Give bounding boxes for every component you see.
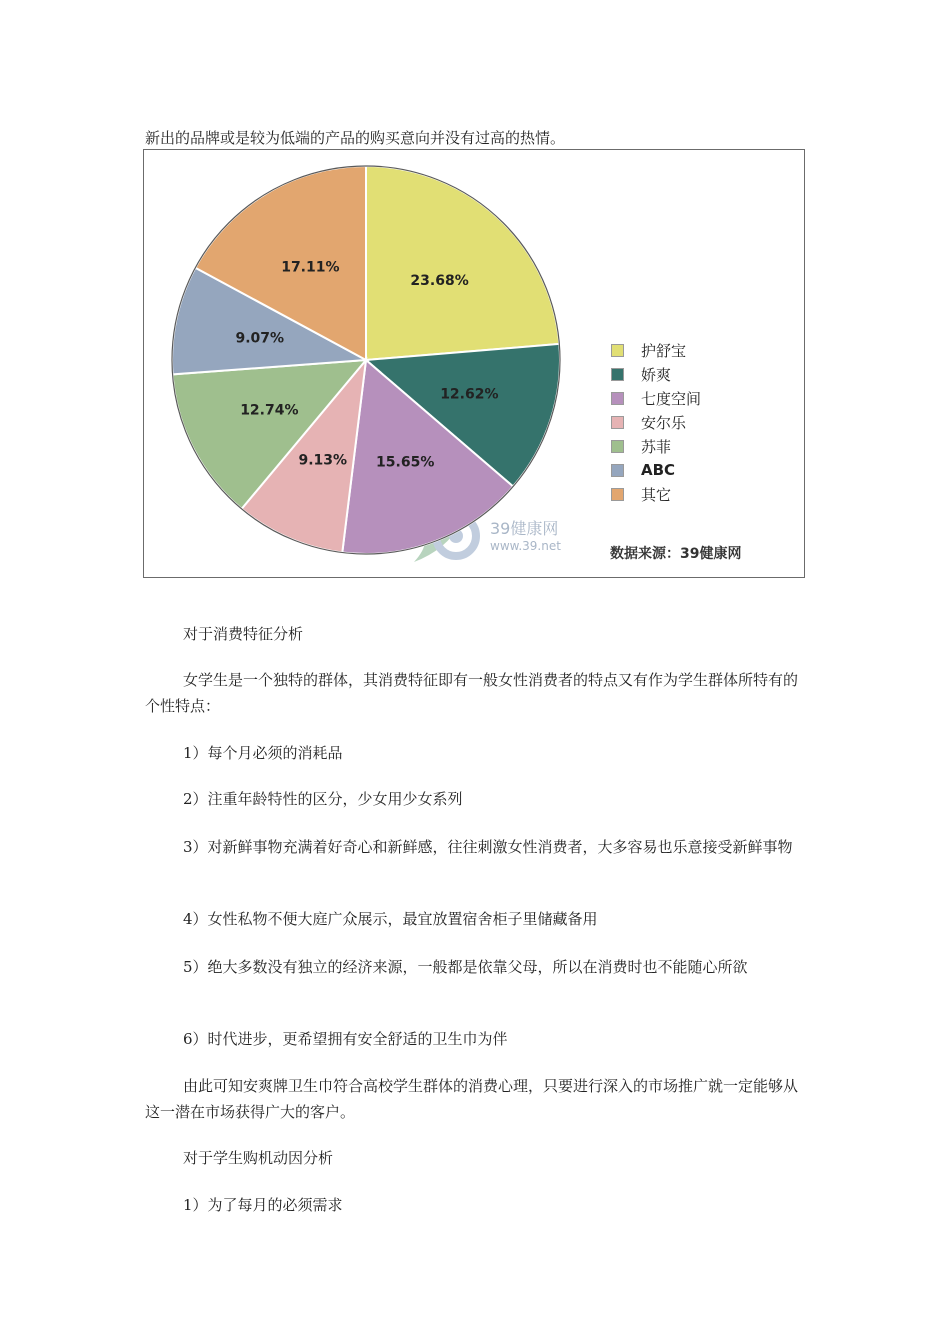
chart-source: 数据来源：39健康网 <box>610 546 742 562</box>
pie-slice <box>366 166 559 360</box>
legend-label: 娇爽 <box>641 365 672 384</box>
legend-swatch <box>611 440 624 453</box>
pie-slice-label: 9.13% <box>298 452 348 469</box>
pie-chart <box>144 150 806 579</box>
pie-slice-label: 9.07% <box>235 330 285 347</box>
legend-swatch <box>611 392 624 405</box>
paragraph-conclusion: 由此可知安爽牌卫生巾符合高校学生群体的消费心理，只要进行深入的市场推广就一定能够从这一潜在市场获得广大的客户。 <box>145 1077 799 1121</box>
legend-item <box>611 434 701 458</box>
legend-item <box>611 458 701 482</box>
legend-item <box>611 338 701 362</box>
section-heading-motivation: 对于学生购机动因分析 <box>183 1149 334 1167</box>
list-item: 6）时代进步，更希望拥有安全舒适的卫生巾为伴 <box>183 1030 508 1048</box>
pie-slice-label: 15.65% <box>376 454 435 471</box>
pie-slice-label: 17.11% <box>281 259 340 276</box>
legend-item <box>611 362 701 386</box>
legend-swatch <box>611 344 624 357</box>
list-item: 1）为了每月的必须需求 <box>183 1196 343 1214</box>
list-item: 1）每个月必须的消耗品 <box>183 744 343 762</box>
legend-label: 护舒宝 <box>641 341 687 360</box>
legend-label: 其它 <box>641 485 672 504</box>
section-heading-consumption: 对于消费特征分析 <box>183 625 304 643</box>
paragraph-intro: 女学生是一个独特的群体，其消费特征即有一般女性消费者的特点又有作为学生群体所特有的个性特点： <box>145 671 799 715</box>
list-item: 3）对新鲜事物充满着好奇心和新鲜感，往往刺激女性消费者，大多容易也乐意接受新鲜事物 <box>183 838 793 856</box>
legend-swatch <box>611 416 624 429</box>
legend-item <box>611 482 701 506</box>
legend-swatch <box>611 368 624 381</box>
pie-chart-figure <box>143 149 805 578</box>
legend-swatch <box>611 464 624 477</box>
legend-item <box>611 386 701 410</box>
list-item: 5）绝大多数没有独立的经济来源，一般都是依靠父母，所以在消费时也不能随心所欲 <box>183 958 748 976</box>
list-item: 2）注重年龄特性的区分，少女用少女系列 <box>183 790 463 808</box>
pie-slice-label: 12.62% <box>440 386 499 403</box>
pie-slice-label: 23.68% <box>410 273 469 290</box>
legend-label: 苏菲 <box>641 437 672 456</box>
chart-legend <box>611 338 701 506</box>
watermark-name: 39健康网 <box>490 519 559 538</box>
legend-item <box>611 410 701 434</box>
intro-text: 新出的品牌或是较为低端的产品的购买意向并没有过高的热情。 <box>145 129 566 147</box>
legend-label: 安尔乐 <box>641 413 687 432</box>
list-item: 4）女性私物不便大庭广众展示，最宜放置宿舍柜子里储藏备用 <box>183 910 598 928</box>
legend-label: ABC <box>641 461 676 479</box>
legend-swatch <box>611 488 624 501</box>
legend-label: 七度空间 <box>641 389 702 408</box>
pie-slice-label: 12.74% <box>240 402 299 419</box>
watermark-url: www.39.net <box>490 539 561 553</box>
